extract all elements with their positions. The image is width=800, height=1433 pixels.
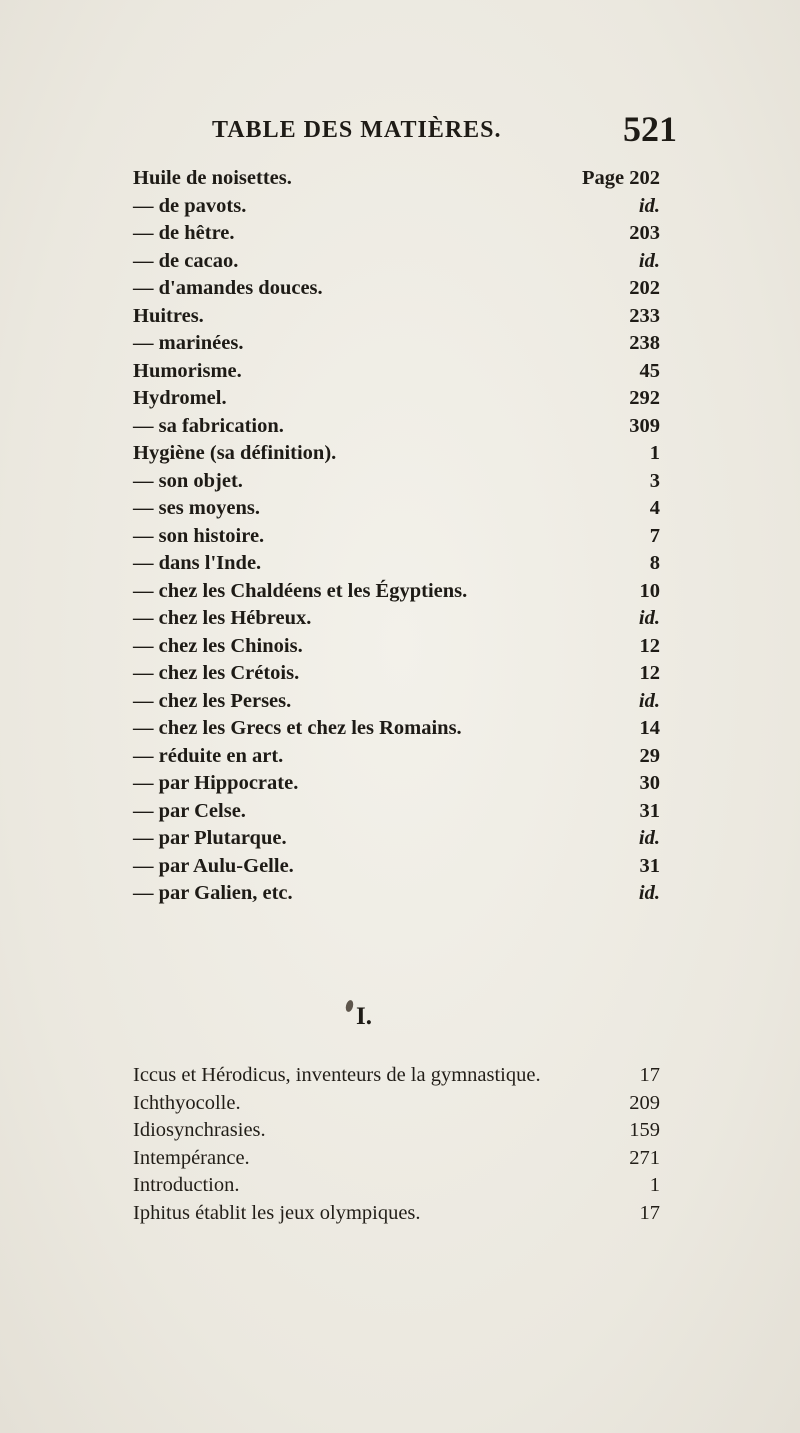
index-entry [133,578,660,606]
index-entry [133,798,660,826]
index-section-i [133,1062,660,1227]
section-letter: I. [356,1003,372,1030]
index-entry [133,1200,660,1228]
entry-page-ref: 271 [629,1146,660,1169]
index-entry [133,688,660,716]
entry-page-ref: 203 [629,222,660,244]
entry-page-ref: 233 [629,304,660,327]
entry-page-ref: 31 [639,799,660,822]
entry-text: — par Aulu-Gelle. [133,854,294,877]
index-entry [133,1172,660,1200]
entry-page-ref: 4 [649,497,660,519]
index-entry [133,440,660,468]
index-entry [133,550,660,578]
entry-page-ref: 17 [639,1201,660,1224]
entry-text: — chez les Crétois. [133,662,300,684]
entry-page-ref: 209 [629,1091,660,1114]
index-entry [133,303,660,331]
entry-page-ref: id. [638,882,660,904]
entry-text: Intempérance. [133,1146,250,1169]
entry-text: — chez les Chinois. [133,634,303,657]
entry-text: Iccus et Hérodicus, inventeurs de la gymnastique. [133,1064,541,1086]
entry-page-ref: id. [638,194,660,217]
index-entry [133,1117,660,1145]
entry-page-ref: 292 [629,387,660,409]
entry-text: — ses moyens. [133,497,260,519]
entry-page-ref: 12 [639,662,660,684]
index-entry [133,495,660,523]
index-entry [133,358,660,386]
index-entry [133,193,660,221]
entry-page-ref: 17 [639,1064,660,1086]
entry-text: — réduite en art. [133,744,284,767]
entry-text: — son histoire. [133,524,265,547]
entry-text: Ichthyocolle. [133,1091,241,1114]
index-entry [133,715,660,743]
index-entry [133,523,660,551]
entry-text: — de hêtre. [133,222,235,244]
entry-text: — chez les Perses. [133,689,292,712]
entry-text: Huitres. [133,304,204,327]
entry-page-ref: 14 [639,717,660,739]
entry-page-ref: id. [638,827,660,849]
entry-text: — de cacao. [133,249,239,272]
entry-page-ref: id. [638,607,660,629]
entry-page-ref: 238 [629,332,660,354]
entry-text: — chez les Chaldéens et les Égyptiens. [133,579,468,602]
entry-text: Hydromel. [133,387,227,409]
entry-text: — par Plutarque. [133,827,287,849]
entry-page-ref: 309 [629,414,660,437]
entry-text: — par Celse. [133,799,246,822]
index-entry [133,743,660,771]
entry-page-ref: 3 [649,469,660,492]
entry-page-ref: 45 [639,359,660,382]
entry-text: Iphitus établit les jeux olympiques. [133,1201,421,1224]
entry-page-ref: 1 [649,1174,660,1196]
entry-text: Huile de noisettes. [133,167,292,189]
running-head: TABLE DES MATIÈRES. [212,117,502,143]
index-entry [133,220,660,248]
index-entry [133,880,660,908]
index-entry [133,825,660,853]
entry-text: — par Galien, etc. [133,882,293,904]
index-entry [133,660,660,688]
page-number: 521 [623,109,677,149]
entry-page-ref: 202 [629,277,660,299]
entry-text: — dans l'Inde. [133,552,262,574]
index-entry [133,248,660,276]
index-entry [133,1062,660,1090]
index-entry [133,330,660,358]
entry-text: — chez les Grecs et chez les Romains. [133,717,462,739]
entry-page-ref: 1 [649,442,660,464]
entry-page-ref: 8 [649,552,660,574]
entry-page-ref: id. [638,689,660,712]
index-entry [133,413,660,441]
index-entry [133,1145,660,1173]
entry-text: — sa fabrication. [133,414,284,437]
entry-text: — son objet. [133,469,243,492]
ink-smudge [345,999,355,1012]
entry-text: Introduction. [133,1174,240,1196]
entry-page-ref: 10 [639,579,660,602]
entry-text: — chez les Hébreux. [133,607,312,629]
entry-text: — de pavots. [133,194,247,217]
index-entry [133,1090,660,1118]
index-section-h [133,165,660,908]
index-entry [133,165,660,193]
entry-text: — d'amandes douces. [133,277,323,299]
index-entry [133,605,660,633]
index-entry [133,385,660,413]
index-entry [133,770,660,798]
entry-page-ref: 7 [649,524,660,547]
entry-page-ref: 159 [629,1119,660,1141]
entry-page-ref: 30 [639,772,660,794]
entry-page-ref: id. [638,249,660,272]
entry-page-ref: 31 [639,854,660,877]
index-entry [133,468,660,496]
entry-text: — par Hippocrate. [133,772,299,794]
index-entry [133,853,660,881]
entry-page-ref: Page 202 [582,167,660,189]
entry-text: Humorisme. [133,359,242,382]
entry-text: — marinées. [133,332,244,354]
index-entry [133,275,660,303]
entry-text: Idiosynchrasies. [133,1119,266,1141]
entry-page-ref: 12 [639,634,660,657]
index-entry [133,633,660,661]
entry-text: Hygiène (sa définition). [133,442,337,464]
entry-page-ref: 29 [639,744,660,767]
